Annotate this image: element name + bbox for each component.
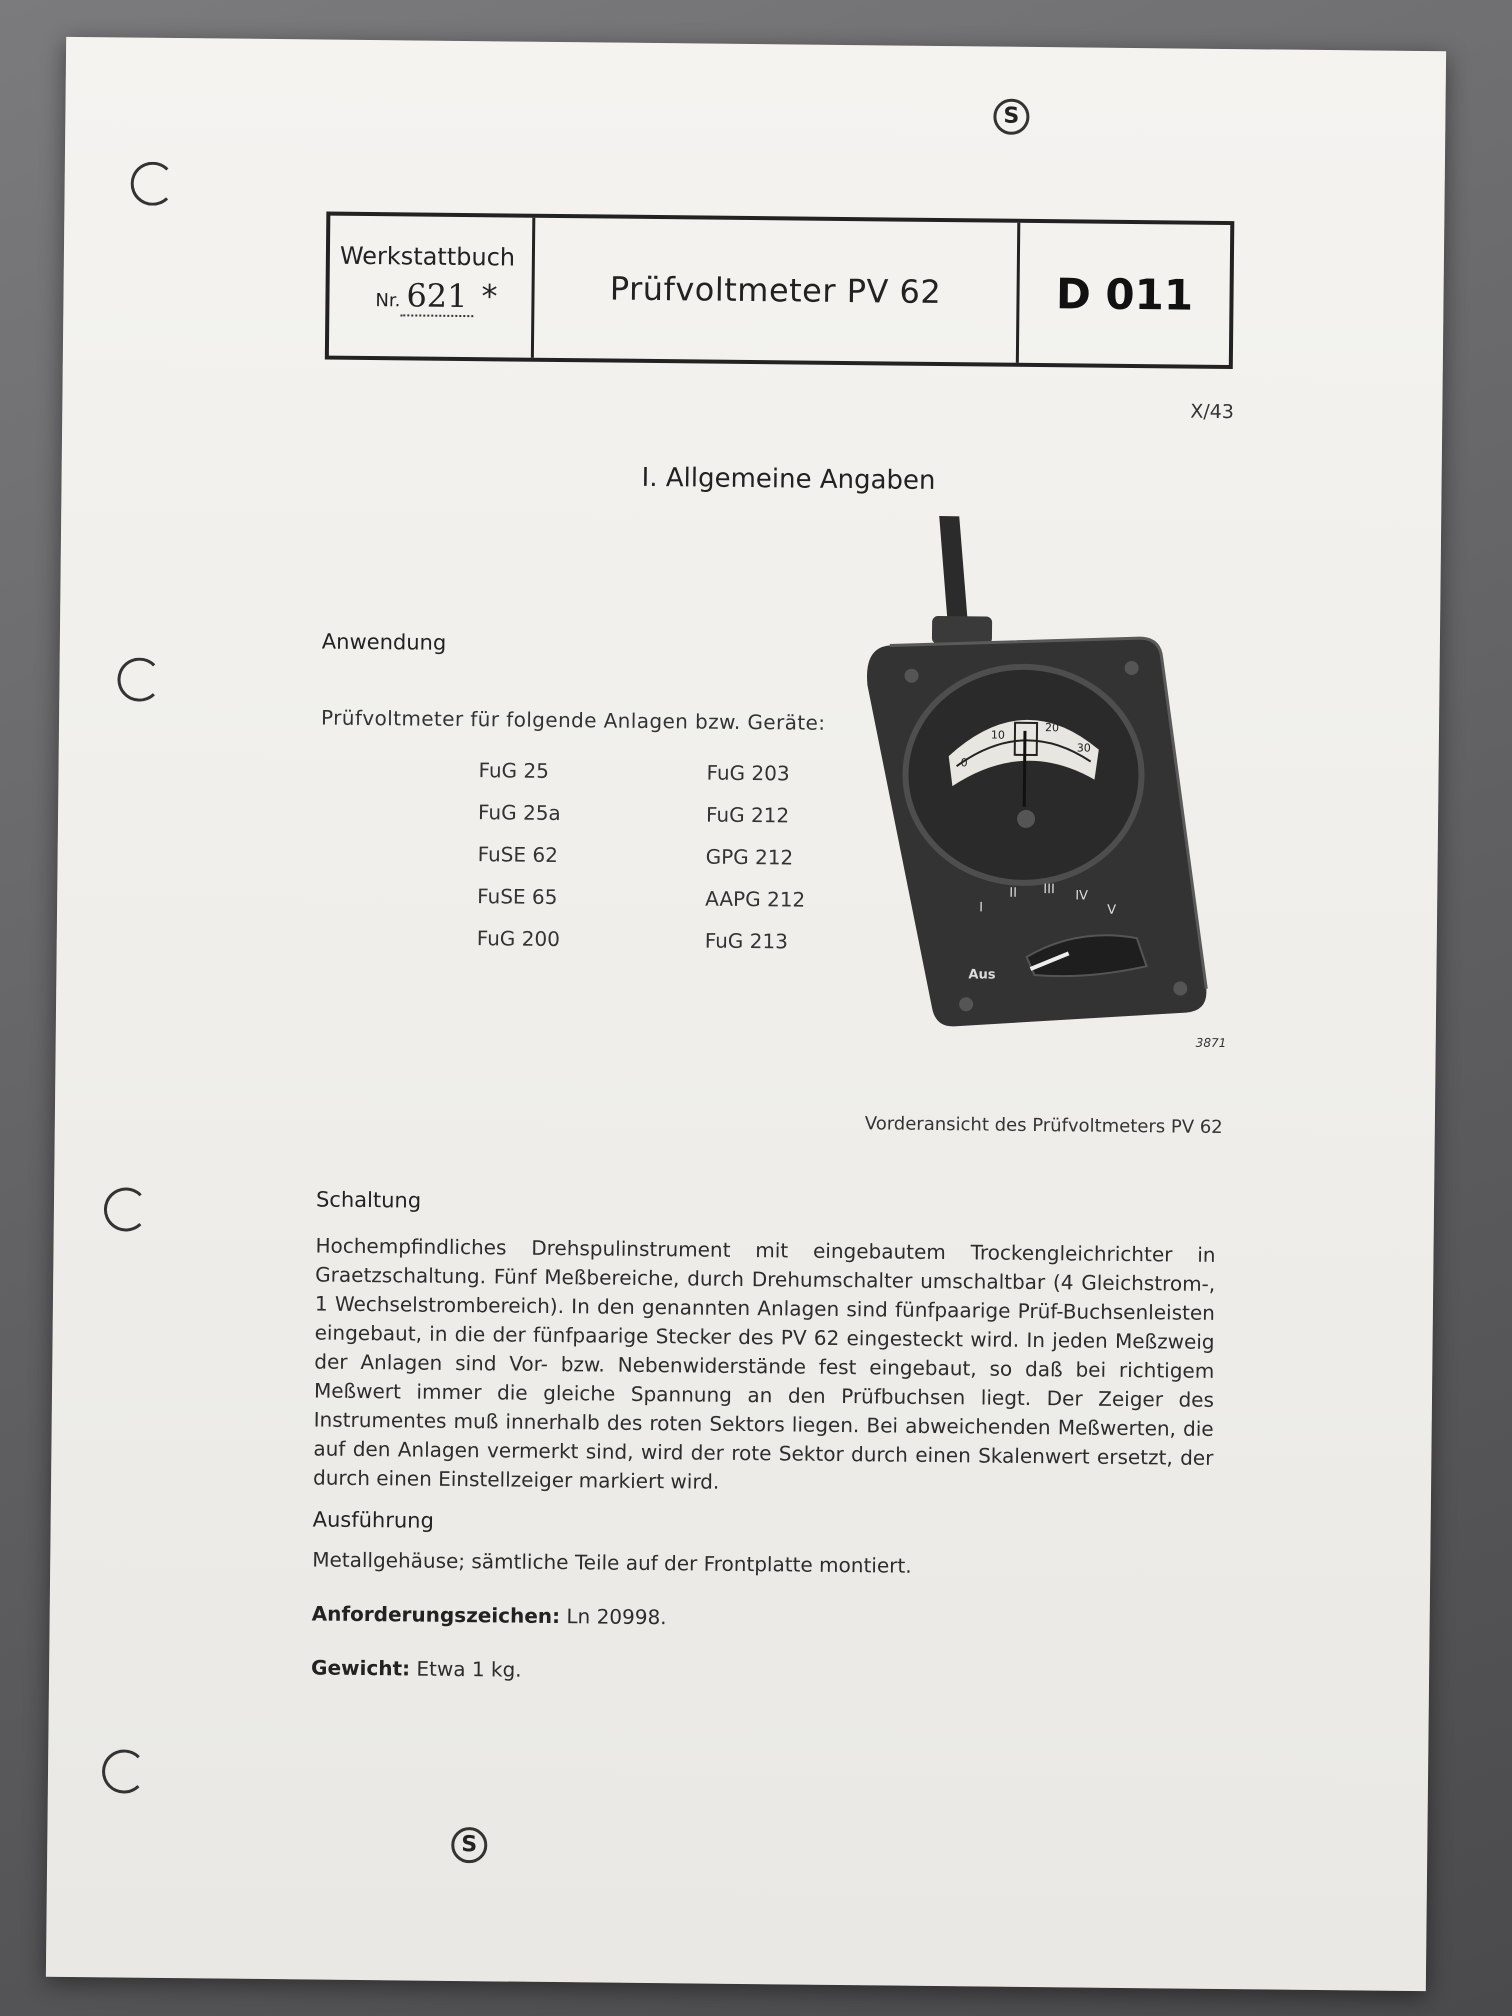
equipment-column-1: [477, 749, 562, 960]
list-item: GPG 212: [705, 844, 794, 870]
range-label: III: [1043, 882, 1055, 898]
range-label: IV: [1075, 888, 1089, 904]
list-item: AAPG 212: [705, 886, 806, 912]
nr-mark: *: [481, 277, 498, 316]
list-item: FuG 25: [478, 758, 550, 783]
anforderung-value: Ln 20998.: [566, 1604, 667, 1630]
anforderung-line: [312, 1601, 667, 1629]
document-page: [46, 37, 1446, 1991]
punch-mark: [117, 657, 161, 701]
code-cell: [1019, 223, 1230, 365]
ausfuehrung-text: Metallgehäuse; sämtliche Teile auf der Frontplatte montiert.: [312, 1547, 912, 1578]
schaltung-heading: Schaltung: [315, 1187, 422, 1213]
list-item: FuSE 65: [477, 884, 558, 910]
range-label: I: [979, 900, 984, 916]
gewicht-value: Etwa 1 kg.: [416, 1656, 522, 1682]
scale-label: 30: [1076, 741, 1091, 755]
punch-mark: [130, 162, 174, 206]
device-figure: [846, 515, 1262, 1049]
gewicht-line: [311, 1655, 522, 1681]
list-item: FuG 212: [705, 802, 790, 828]
punch-mark: [102, 1749, 146, 1793]
seal-mark-top: S: [993, 99, 1029, 135]
punch-mark: [104, 1187, 148, 1231]
scale-label: 20: [1044, 721, 1060, 735]
voltmeter-illustration: [846, 515, 1262, 1049]
section-title: I. Allgemeine Angaben: [641, 462, 936, 496]
meter-needle-icon: [1024, 731, 1025, 807]
document-code: D 011: [1055, 268, 1194, 320]
workbook-label: Werkstattbuch: [339, 241, 516, 272]
anforderung-label: Anforderungszeichen:: [311, 1601, 561, 1629]
workbook-cell: [329, 216, 535, 358]
list-item: FuSE 62: [477, 842, 559, 868]
range-label: II: [1009, 885, 1018, 901]
equipment-column-2: [705, 752, 807, 963]
switch-off-label: Aus: [968, 967, 996, 983]
list-item: FuG 203: [706, 760, 790, 786]
anwendung-heading: Anwendung: [321, 629, 447, 655]
list-item: FuG 25a: [477, 800, 561, 826]
range-label: V: [1107, 902, 1117, 918]
gewicht-label: Gewicht:: [311, 1655, 411, 1681]
list-item: FuG 213: [704, 928, 789, 954]
title-cell: [534, 218, 1020, 363]
nr-value: 621: [400, 276, 473, 317]
scale-label: 0: [960, 756, 968, 770]
document-title: Prüfvoltmeter PV 62: [609, 269, 942, 312]
issue-number: X/43: [1190, 400, 1235, 424]
cable-icon: [938, 516, 969, 628]
workbook-number: [375, 276, 531, 316]
ausfuehrung-heading: Ausführung: [312, 1507, 435, 1533]
header-box: [325, 212, 1235, 370]
anwendung-intro: Prüfvoltmeter für folgende Anlagen bzw. Geräte:: [320, 705, 826, 735]
schaltung-text: Hochempfindliches Drehspulinstrument mit eingebautem Trockengleichrichter in Graetzschaltung. Fünf Meßbereiche, durch Drehumschalter umschaltbar (4 Gleichstrom-, 1 Wechselstrombereich). In den genannten Anlagen sind fünfpaarige Prüf-Buchsenleisten eingebaut, in die der fünfpaarige Stecker des PV 62 eingesteckt wird. In jeden Meßzweig der Anlagen sind Vor- bzw. Nebenwiderstände fest eingebaut, so daß bei richtigem Meßwert immer die gleiche Spannung an den Prüfbuchsen liegt. Der Zeiger des Instrumentes muß innerhalb des roten Sektors liegen. Bei abweichenden Meßwerten, die auf den Anlagen vermerkt sind, wird der rote Sektor durch einen Skalenwert ersetzt, der durch einen Einstellzeiger markiert wird.: [312, 1233, 1216, 1494]
list-item: FuG 200: [476, 926, 561, 952]
seal-mark-bottom: S: [451, 1827, 487, 1863]
scale-label: 10: [990, 728, 1006, 742]
figure-number: 3871: [1195, 1035, 1227, 1050]
cable-connector-icon: [932, 616, 992, 645]
figure-caption: Vorderansicht des Prüfvoltmeters PV 62: [864, 1113, 1223, 1138]
nr-label: Nr.: [375, 290, 401, 312]
